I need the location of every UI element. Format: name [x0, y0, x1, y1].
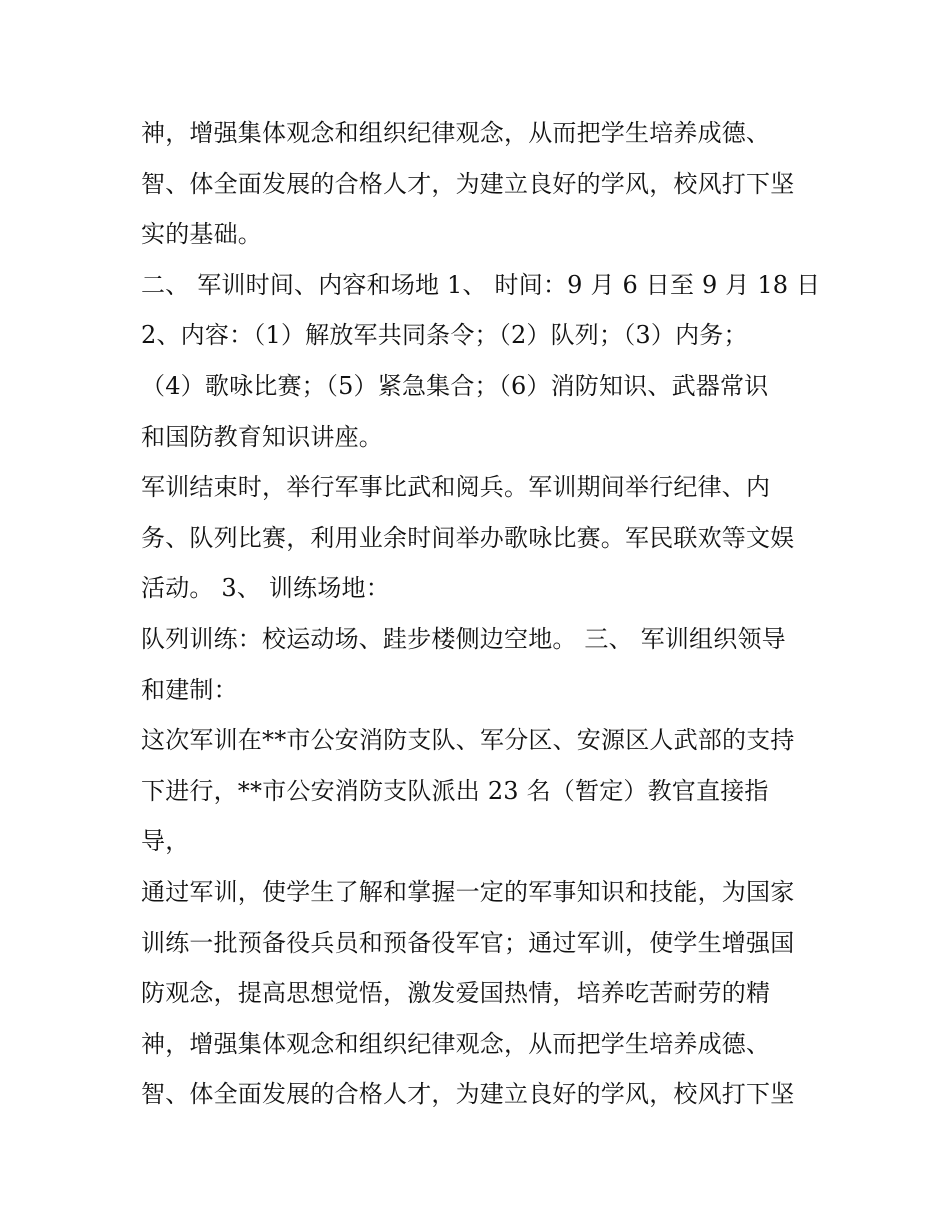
text-line-18: 防观念，提高思想觉悟，激发爱国热情，培养吃苦耐劳的精 [141, 979, 771, 1008]
text-line-16: 通过军训，使学生了解和掌握一定的军事知识和技能，为国家 [141, 877, 795, 906]
text-line-5: 2、内容：（1）解放军共同条令；（2）队列；（3）内务； [141, 321, 748, 350]
text-line-8: 军训结束时，举行军事比武和阅兵。军训期间举行纪律、内 [141, 473, 771, 502]
body-text [141, 108, 831, 1120]
text-line-11: 队列训练：校运动场、跬步楼侧边空地。 三、 军训组织领导 [141, 624, 786, 653]
text-line-7: 和国防教育知识讲座。 [141, 422, 383, 451]
text-line-2: 智、体全面发展的合格人才，为建立良好的学风，校风打下坚 [141, 169, 795, 198]
text-line-14: 下进行，**市公安消防支队派出 23 名（暂定）教官直接指 [141, 776, 769, 805]
text-line-9: 务、队列比赛，利用业余时间举办歌咏比赛。军民联欢等文娱 [141, 523, 795, 552]
text-line-20: 智、体全面发展的合格人才，为建立良好的学风，校风打下坚 [141, 1080, 795, 1109]
text-line-19: 神，增强集体观念和组织纪律观念，从而把学生培养成德、 [141, 1029, 771, 1058]
text-line-10: 活动。 3、 训练场地： [141, 574, 390, 603]
text-line-3: 实的基础。 [141, 220, 262, 249]
text-line-13: 这次军训在**市公安消防支队、军分区、安源区人武部的支持 [141, 726, 795, 755]
text-line-12: 和建制： [141, 675, 238, 704]
text-line-4: 二、 军训时间、内容和场地 1、 时间：9 月 6 日至 9 月 18 日 [141, 270, 821, 299]
text-line-6: （4）歌咏比赛；（5）紧急集合；（6）消防知识、武器常识 [141, 371, 769, 400]
text-line-1: 神，增强集体观念和组织纪律观念，从而把学生培养成德、 [141, 119, 771, 147]
text-line-15: 导， [141, 827, 190, 856]
text-line-17: 训练一批预备役兵员和预备役军官；通过军训，使学生增强国 [141, 928, 795, 957]
